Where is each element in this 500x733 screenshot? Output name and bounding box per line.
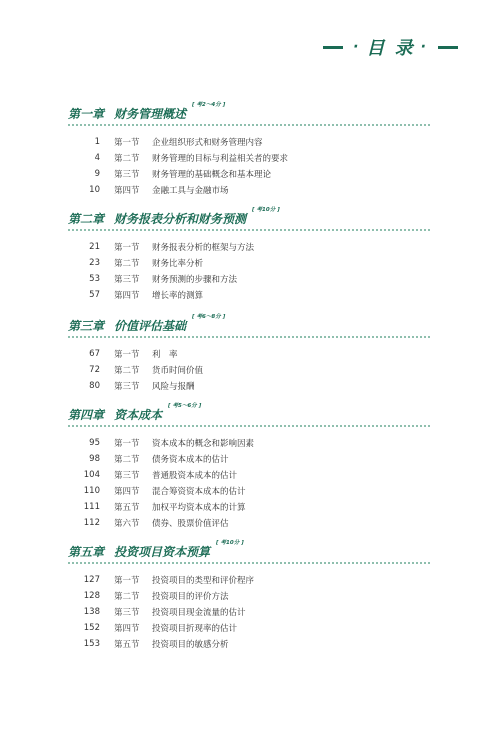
section-number: 第四节 bbox=[114, 291, 140, 301]
page-number: 72 bbox=[89, 365, 100, 375]
page-number: 95 bbox=[89, 438, 100, 448]
page-number: 98 bbox=[89, 454, 100, 464]
section-number: 第三节 bbox=[114, 382, 140, 392]
toc-entry[interactable] bbox=[68, 378, 430, 394]
section-title: 投资项目的评价方法 bbox=[152, 592, 229, 602]
chapter-number: 第五章 bbox=[68, 545, 105, 559]
toc-header bbox=[319, 34, 462, 60]
chapter-title: 资本成本 bbox=[114, 408, 163, 422]
toc-entry[interactable] bbox=[68, 166, 430, 182]
section-number: 第一节 bbox=[114, 243, 140, 253]
section-number: 第三节 bbox=[114, 170, 140, 180]
section-title: 投资项目现金流量的估计 bbox=[152, 608, 246, 618]
section-title: 资本成本的概念和影响因素 bbox=[152, 439, 255, 449]
section-number: 第一节 bbox=[114, 576, 140, 586]
section-title: 增长率的测算 bbox=[152, 291, 204, 301]
exam-score-tag: [ 考10分 ] bbox=[252, 205, 280, 213]
section-number: 第三节 bbox=[114, 608, 140, 618]
chapter-number: 第一章 bbox=[68, 107, 105, 121]
section-list bbox=[68, 346, 430, 394]
toc-entry[interactable] bbox=[68, 572, 430, 588]
section-title: 货币时间价值 bbox=[152, 366, 204, 376]
section-number: 第二节 bbox=[114, 259, 140, 269]
section-title: 投资项目的类型和评价程序 bbox=[152, 576, 255, 586]
section-number: 第二节 bbox=[114, 154, 140, 164]
chapter-4 bbox=[68, 401, 430, 531]
chapter-1 bbox=[68, 100, 430, 198]
section-title: 投资项目的敏感分析 bbox=[152, 640, 229, 650]
section-title: 投资项目折现率的估计 bbox=[152, 624, 238, 634]
chapter-3 bbox=[68, 312, 430, 394]
section-number: 第一节 bbox=[114, 138, 140, 148]
page-number: 1 bbox=[94, 137, 100, 147]
page-number: 4 bbox=[94, 153, 100, 163]
chapter-title: 价值评估基础 bbox=[114, 319, 187, 333]
chapter-number: 第三章 bbox=[68, 319, 105, 333]
section-number: 第五节 bbox=[114, 503, 140, 513]
toc-entry[interactable] bbox=[68, 239, 430, 255]
toc-entry[interactable] bbox=[68, 515, 430, 531]
section-list bbox=[68, 572, 430, 652]
chapter-heading[interactable] bbox=[68, 312, 430, 338]
chapter-5 bbox=[68, 538, 430, 652]
chapter-heading[interactable] bbox=[68, 538, 430, 564]
section-number: 第六节 bbox=[114, 519, 140, 529]
section-number: 第一节 bbox=[114, 350, 140, 360]
chapter-title: 投资项目资本预算 bbox=[114, 545, 211, 559]
section-number: 第四节 bbox=[114, 186, 140, 196]
section-title: 财务比率分析 bbox=[152, 259, 204, 269]
chapter-number: 第四章 bbox=[68, 408, 105, 422]
section-title: 债务资本成本的估计 bbox=[152, 455, 229, 465]
section-number: 第五节 bbox=[114, 640, 140, 650]
toc-entry[interactable] bbox=[68, 255, 430, 271]
chapter-2 bbox=[68, 205, 430, 303]
section-number: 第四节 bbox=[114, 487, 140, 497]
chapter-heading[interactable] bbox=[68, 205, 430, 231]
page-number: 9 bbox=[94, 169, 100, 179]
section-title: 普通股资本成本的估计 bbox=[152, 471, 238, 481]
page-number: 10 bbox=[89, 185, 100, 195]
section-title: 加权平均资本成本的计算 bbox=[152, 503, 246, 513]
toc-entry[interactable] bbox=[68, 483, 430, 499]
section-list bbox=[68, 239, 430, 303]
exam-score-tag: [ 考5～6分 ] bbox=[168, 401, 201, 409]
section-number: 第一节 bbox=[114, 439, 140, 449]
exam-score-tag: [ 考6～8分 ] bbox=[192, 312, 225, 320]
header-dot-left: · bbox=[353, 39, 361, 55]
section-list bbox=[68, 134, 430, 198]
toc-entry[interactable] bbox=[68, 467, 430, 483]
page-number: 80 bbox=[89, 381, 100, 391]
section-number: 第二节 bbox=[114, 592, 140, 602]
header-dash-left bbox=[323, 46, 343, 49]
section-title: 企业组织形式和财务管理内容 bbox=[152, 138, 263, 148]
chapter-title: 财务报表分析和财务预测 bbox=[114, 212, 247, 226]
toc-entry[interactable] bbox=[68, 150, 430, 166]
page-number: 152 bbox=[83, 623, 100, 633]
section-list bbox=[68, 435, 430, 531]
section-title: 财务管理的目标与利益相关者的要求 bbox=[152, 154, 289, 164]
toc-entry[interactable] bbox=[68, 588, 430, 604]
page-number: 57 bbox=[89, 290, 100, 300]
toc-entry[interactable] bbox=[68, 271, 430, 287]
section-title: 混合筹资资本成本的估计 bbox=[152, 487, 246, 497]
page-number: 138 bbox=[83, 607, 100, 617]
exam-score-tag: [ 考2～4分 ] bbox=[192, 100, 225, 108]
page-number: 53 bbox=[89, 274, 100, 284]
section-title: 财务报表分析的框架与方法 bbox=[152, 243, 255, 253]
page-number: 153 bbox=[83, 639, 100, 649]
section-number: 第四节 bbox=[114, 624, 140, 634]
page-number: 21 bbox=[89, 242, 100, 252]
page-number: 127 bbox=[83, 575, 100, 585]
chapter-number: 第二章 bbox=[68, 212, 105, 226]
section-title: 财务预测的步骤和方法 bbox=[152, 275, 238, 285]
toc-entry[interactable] bbox=[68, 604, 430, 620]
page-number: 112 bbox=[83, 518, 100, 528]
toc-entry[interactable] bbox=[68, 620, 430, 636]
toc-entry[interactable] bbox=[68, 287, 430, 303]
section-title: 利 率 bbox=[152, 350, 178, 360]
toc-entry[interactable] bbox=[68, 451, 430, 467]
chapter-heading[interactable] bbox=[68, 401, 430, 427]
exam-score-tag: [ 考10分 ] bbox=[216, 538, 244, 546]
header-dot-right: · bbox=[420, 39, 428, 55]
section-number: 第二节 bbox=[114, 455, 140, 465]
section-number: 第三节 bbox=[114, 275, 140, 285]
toc-entry[interactable] bbox=[68, 182, 430, 198]
chapter-title: 财务管理概述 bbox=[114, 107, 187, 121]
chapter-heading[interactable] bbox=[68, 100, 430, 126]
page-number: 67 bbox=[89, 349, 100, 359]
page-number: 104 bbox=[83, 470, 100, 480]
header-dash-right bbox=[438, 46, 458, 49]
toc-entry[interactable] bbox=[68, 636, 430, 652]
toc-entry[interactable] bbox=[68, 346, 430, 362]
toc-entry[interactable] bbox=[68, 362, 430, 378]
page-title: 目 录 bbox=[366, 38, 415, 59]
section-title: 金融工具与金融市场 bbox=[152, 186, 229, 196]
page-number: 111 bbox=[83, 502, 100, 512]
page-number: 110 bbox=[83, 486, 100, 496]
section-number: 第二节 bbox=[114, 366, 140, 376]
section-number: 第三节 bbox=[114, 471, 140, 481]
page-number: 23 bbox=[89, 258, 100, 268]
page-number: 128 bbox=[83, 591, 100, 601]
toc-entry[interactable] bbox=[68, 134, 430, 150]
toc-entry[interactable] bbox=[68, 435, 430, 451]
section-title: 财务管理的基础概念和基本理论 bbox=[152, 170, 272, 180]
toc-entry[interactable] bbox=[68, 499, 430, 515]
section-title: 债券、股票价值评估 bbox=[152, 519, 229, 529]
section-title: 风险与报酬 bbox=[152, 382, 195, 392]
